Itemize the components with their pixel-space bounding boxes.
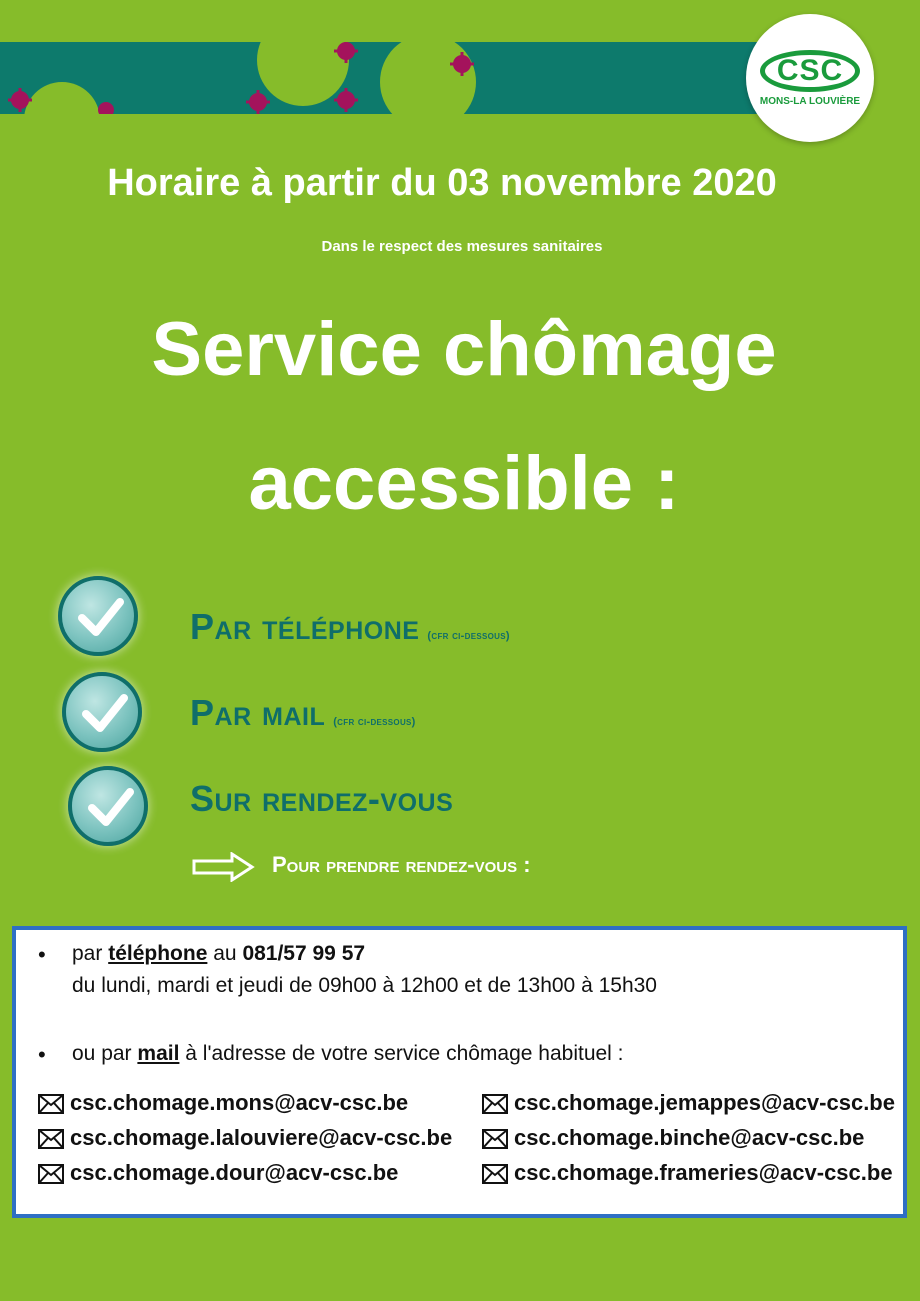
main-title-line2: accessible : — [248, 441, 680, 526]
phone-number[interactable]: 081/57 99 57 — [242, 942, 366, 965]
sanitary-subline: Dans le respect des mesures sanitaires — [321, 238, 603, 255]
decorative-banner — [0, 42, 760, 114]
email-address: csc.chomage.frameries@acv-csc.be — [514, 1160, 893, 1185]
virus-illustration — [0, 42, 760, 114]
logo-city: MONS-LA LOUVIÈRE — [759, 96, 861, 107]
main-title-line1: Service chômage — [151, 307, 777, 392]
email-frameries[interactable] — [482, 1160, 893, 1190]
csc-logo — [746, 14, 874, 142]
contact-info-box — [12, 926, 907, 1218]
checkmark-icon — [68, 766, 148, 846]
envelope-icon — [482, 1094, 508, 1120]
channel-appointment-label: Sur rendez-vous — [190, 778, 454, 819]
email-mons[interactable] — [38, 1090, 408, 1120]
channel-phone — [190, 606, 510, 648]
email-binche[interactable] — [482, 1125, 864, 1155]
email-address: csc.chomage.jemappes@acv-csc.be — [514, 1090, 895, 1115]
checkmark-icon — [58, 576, 138, 656]
phone-prefix: par — [72, 942, 103, 965]
phone-mid: au — [213, 942, 237, 965]
mail-prefix: ou par — [72, 1042, 132, 1065]
appointment-label: Pour prendre rendez-vous : — [272, 852, 531, 877]
bullet-icon: • — [38, 1042, 46, 1067]
channel-mail — [190, 692, 416, 734]
logo-brand: CSC — [760, 50, 860, 92]
mail-word: mail — [137, 1042, 180, 1065]
schedule-headline: Horaire à partir du 03 novembre 2020 — [107, 162, 777, 204]
checkmark-icon — [62, 672, 142, 752]
mail-line — [72, 1042, 624, 1066]
channel-appointment — [190, 778, 453, 820]
channel-mail-note: (cfr ci-dessous) — [333, 716, 416, 728]
phone-hours: du lundi, mardi et jeudi de 09h00 à 12h00 et de 13h00 à 15h30 — [72, 974, 657, 997]
arrow-right-icon — [192, 852, 256, 887]
email-lalouviere[interactable] — [38, 1125, 452, 1155]
email-dour[interactable] — [38, 1160, 398, 1190]
email-address: csc.chomage.mons@acv-csc.be — [70, 1090, 409, 1115]
channel-phone-note: (cfr ci-dessous) — [427, 630, 510, 642]
email-address: csc.chomage.dour@acv-csc.be — [70, 1160, 399, 1185]
email-address: csc.chomage.binche@acv-csc.be — [514, 1125, 865, 1150]
envelope-icon — [38, 1129, 64, 1155]
mail-suffix: à l'adresse de votre service chômage habituel : — [185, 1042, 624, 1065]
email-jemappes[interactable] — [482, 1090, 895, 1120]
channel-mail-label: Par mail — [190, 692, 326, 733]
phone-word: téléphone — [108, 942, 208, 965]
envelope-icon — [38, 1164, 64, 1190]
envelope-icon — [482, 1164, 508, 1190]
phone-line — [72, 942, 365, 966]
envelope-icon — [38, 1094, 64, 1120]
channel-phone-label: Par téléphone — [190, 606, 420, 647]
email-address: csc.chomage.lalouviere@acv-csc.be — [70, 1125, 453, 1150]
envelope-icon — [482, 1129, 508, 1155]
bullet-icon: • — [38, 942, 46, 967]
